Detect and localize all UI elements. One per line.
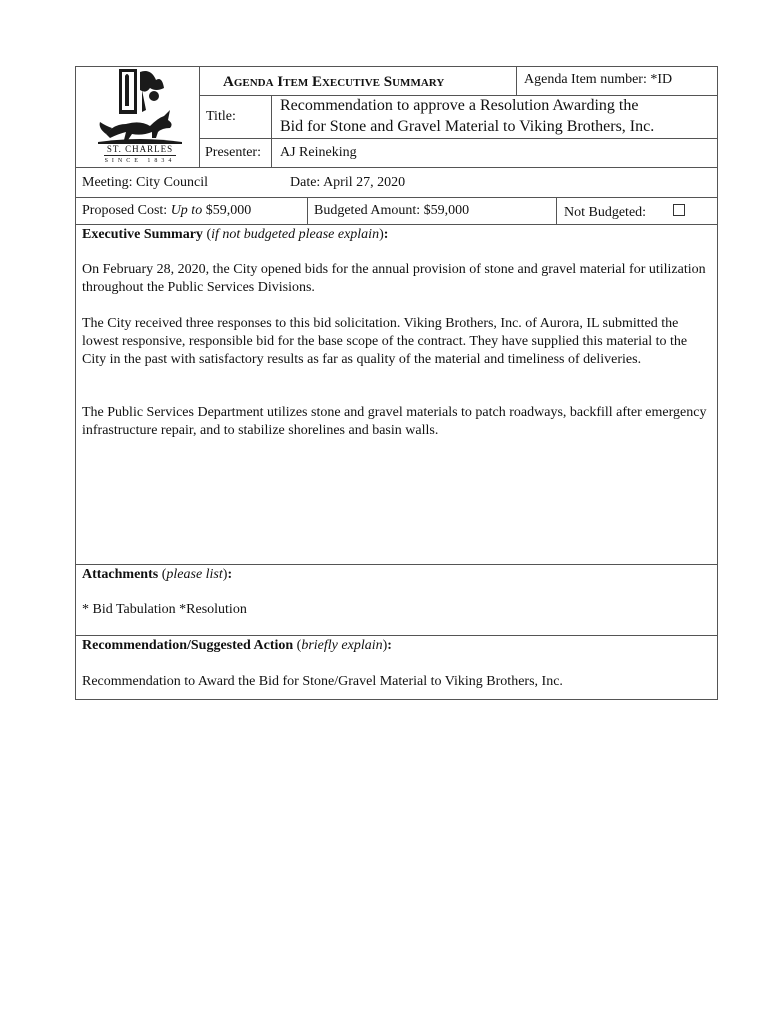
agenda-item-number-label: Agenda Item number: bbox=[524, 72, 647, 87]
date-field bbox=[290, 174, 405, 192]
proposed-cost-value: $59,000 bbox=[205, 203, 252, 218]
summary-paragraph-3: The Public Services Department utilizes stone and gravel materials to patch roadways, backfill after emergency infrastructure repair, and to stabilize shorelines and basin walls. bbox=[82, 405, 707, 438]
presenter-value: AJ Reineking bbox=[280, 145, 357, 160]
agenda-item-number bbox=[524, 71, 672, 89]
recommendation-text: Recommendation to Award the Bid for Stone/Gravel Material to Viking Brothers, Inc. bbox=[82, 674, 563, 689]
budgeted-amount-label: Budgeted Amount: bbox=[314, 203, 421, 218]
proposed-cost-field bbox=[82, 202, 251, 220]
meeting-value: City Council bbox=[136, 175, 208, 190]
recommendation-heading: Recommendation/Suggested Action (briefly explain): bbox=[82, 638, 392, 653]
attachments-title: Attachments bbox=[82, 567, 159, 582]
proposed-cost-label: Proposed Cost: bbox=[82, 203, 168, 218]
presenter-label: Presenter: bbox=[205, 145, 261, 160]
logo-name: ST. CHARLES bbox=[106, 144, 174, 154]
agenda-item-title: Agenda Item Executive Summary bbox=[223, 74, 445, 90]
logo-since: SINCE 1834 bbox=[104, 158, 176, 164]
recommendation-title: Recommendation/Suggested Action bbox=[82, 638, 294, 653]
date-value: April 27, 2020 bbox=[323, 175, 406, 190]
executive-summary-note: if not budgeted please explain bbox=[211, 227, 380, 242]
city-logo bbox=[96, 66, 184, 166]
title-line-2: Bid for Stone and Gravel Material to Viking Brothers, Inc. bbox=[280, 118, 655, 135]
title-label: Title: bbox=[206, 109, 236, 124]
executive-summary-title: Executive Summary bbox=[82, 227, 203, 242]
budgeted-amount-value: $59,000 bbox=[423, 203, 470, 218]
meeting-field bbox=[82, 174, 208, 192]
budgeted-amount-field bbox=[314, 202, 469, 220]
recommendation-note: briefly explain bbox=[301, 638, 383, 653]
attachments-heading: Attachments (please list): bbox=[82, 567, 233, 582]
proposed-cost-qualifier: Up to bbox=[170, 203, 203, 218]
summary-paragraph-2: The City received three responses to this bid solicitation. Viking Brothers, Inc. of Aurora, IL submitted the lowest responsive, responsible bid for the base scope of the contract. They have supplied this material to the City in the past with satisfactory results as far as quality of the material and timeliness of deliveries. bbox=[82, 316, 688, 367]
fox-tree-emblem-icon bbox=[96, 66, 184, 146]
summary-paragraph-1: On February 28, 2020, the City opened bids for the annual provision of stone and gravel material for utilization throughout the Public Services Divisions. bbox=[82, 262, 706, 295]
attachments-list: * Bid Tabulation *Resolution bbox=[82, 602, 247, 617]
agenda-item-number-value: *ID bbox=[650, 72, 673, 87]
attachments-note: please list bbox=[166, 567, 223, 582]
not-budgeted-checkbox[interactable] bbox=[673, 204, 685, 216]
not-budgeted-label: Not Budgeted: bbox=[564, 205, 647, 220]
meeting-label: Meeting: bbox=[82, 175, 133, 190]
title-line-1: Recommendation to approve a Resolution Awarding the bbox=[280, 97, 639, 114]
executive-summary-heading: Executive Summary (if not budgeted please explain): bbox=[82, 227, 389, 242]
date-label: Date: bbox=[290, 175, 321, 190]
